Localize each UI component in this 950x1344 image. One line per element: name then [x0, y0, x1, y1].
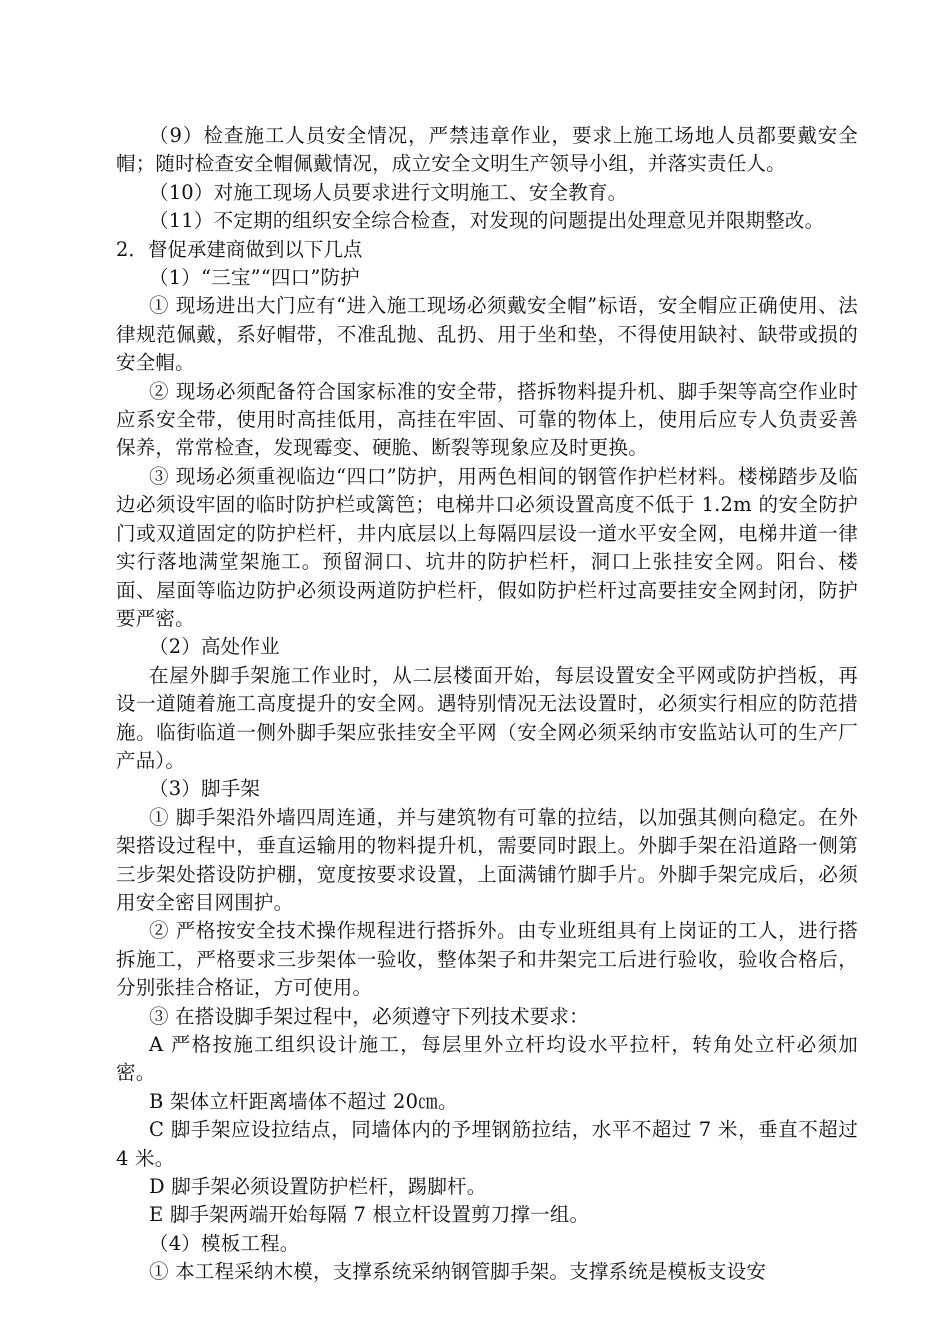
- requirement-d: D 脚手架必须设置防护栏杆，踢脚杆。: [149, 1175, 487, 1199]
- paragraph-safety-belt: ② 现场必须配备符合国家标准的安全带，搭拆物料提升机、脚手架等高空作业时应系安全带，使用时高挂低用，高挂在牢固、可靠的物体上，使用后应专人负责妥善保养，常常检查，发现霉变、硬脆、断裂等现象应及时更换。: [116, 379, 858, 460]
- paragraph-formwork-1: ① 本工程采纳木模，支撑系统采纳钢管脚手架。支撑系统是模板支设安: [149, 1260, 767, 1284]
- requirement-c: C 脚手架应设拉结点，同墙体内的予埋钢筋拉结，水平不超过 7 米，垂直不超过 4 米。: [116, 1118, 858, 1170]
- subheading-protection: （1）“三宝”“四口”防护: [149, 266, 360, 290]
- subheading-high-work: （2）高处作业: [149, 635, 280, 659]
- paragraph-item-9: （9）检查施工人员安全情况，严禁违章作业，要求上施工场地人员都要戴安全帽；随时检查安全帽佩戴情况，成立安全文明生产领导小组，并落实责任人。: [116, 124, 858, 176]
- paragraph-edge-protection: ③ 现场必须重视临边“四口”防护，用两色相间的钢管作护栏材料。楼梯踏步及临边必须设牢固的临时防护栏或篱笆；电梯井口必须设置高度不低于 1.2m 的安全防护门或双道固定的防护栏杆，井内底层以上每隔四层设一道水平安全网，电梯井道一律实行落地满堂架施工。预留洞口、坑井的防护栏杆，洞口上张挂安全网。阳台、楼面、屋面等临边防护必须设两道防护栏杆，假如防护栏杆过高要挂安全网封闭，防护要严密。: [116, 464, 858, 630]
- paragraph-scaffold-3: ③ 在搭设脚手架过程中，必须遵守下列技术要求：: [149, 1004, 589, 1028]
- paragraph-scaffold-1: ① 脚手架沿外墙四周连通，并与建筑物有可靠的拉结，以加强其侧向稳定。在外架搭设过程中，垂直运输用的物料提升机，需要同时跟上。外脚手架在沿道路一侧第三步架处搭设防护棚，宽度按要求设置，上面满铺竹脚手片。外脚手架完成后，必须用安全密目网围护。: [116, 805, 858, 914]
- requirement-b: B 架体立杆距离墙体不超过 20㎝。: [149, 1089, 458, 1113]
- paragraph-high-work: 在屋外脚手架施工作业时，从二层楼面开始，每层设置安全平网或防护挡板，再设一道随着施工高度提升的安全网。遇特别情况无法设置时，必须实行相应的防范措施。临街临道一侧外脚手架应张挂安全平网（安全网必须采纳市安监站认可的生产厂产品）。: [116, 663, 858, 772]
- subheading-formwork: （4）模板工程。: [149, 1231, 300, 1255]
- document-page: [116, 122, 858, 1287]
- subheading-scaffold: （3）脚手架: [149, 777, 261, 801]
- section-heading-2: 2．督促承建商做到以下几点: [116, 237, 363, 261]
- requirement-a: A 严格按施工组织设计施工，每层里外立杆均设水平拉杆，转角处立杆必须加密。: [116, 1033, 858, 1085]
- paragraph-safety-helmet: ① 现场进出大门应有“进入施工现场必须戴安全帽”标语，安全帽应正确使用、法律规范佩戴，系好帽带，不准乱抛、乱扔、用于坐和垫，不得使用缺衬、缺带或损的安全帽。: [116, 294, 858, 375]
- paragraph-scaffold-2: ② 严格按安全技术操作规程进行搭拆外。由专业班组具有上岗证的工人，进行搭拆施工，严格要求三步架体一验收，整体架子和井架完工后进行验收，验收合格后，分别张挂合格证，方可使用。: [116, 919, 858, 1000]
- paragraph-item-10: （10）对施工现场人员要求进行文明施工、安全教育。: [149, 180, 628, 204]
- requirement-e: E 脚手架两端开始每隔 7 根立杆设置剪刀撑一组。: [149, 1203, 590, 1227]
- paragraph-item-11: （11）不定期的组织安全综合检查，对发现的问题提出处理意见并限期整改。: [149, 209, 825, 233]
